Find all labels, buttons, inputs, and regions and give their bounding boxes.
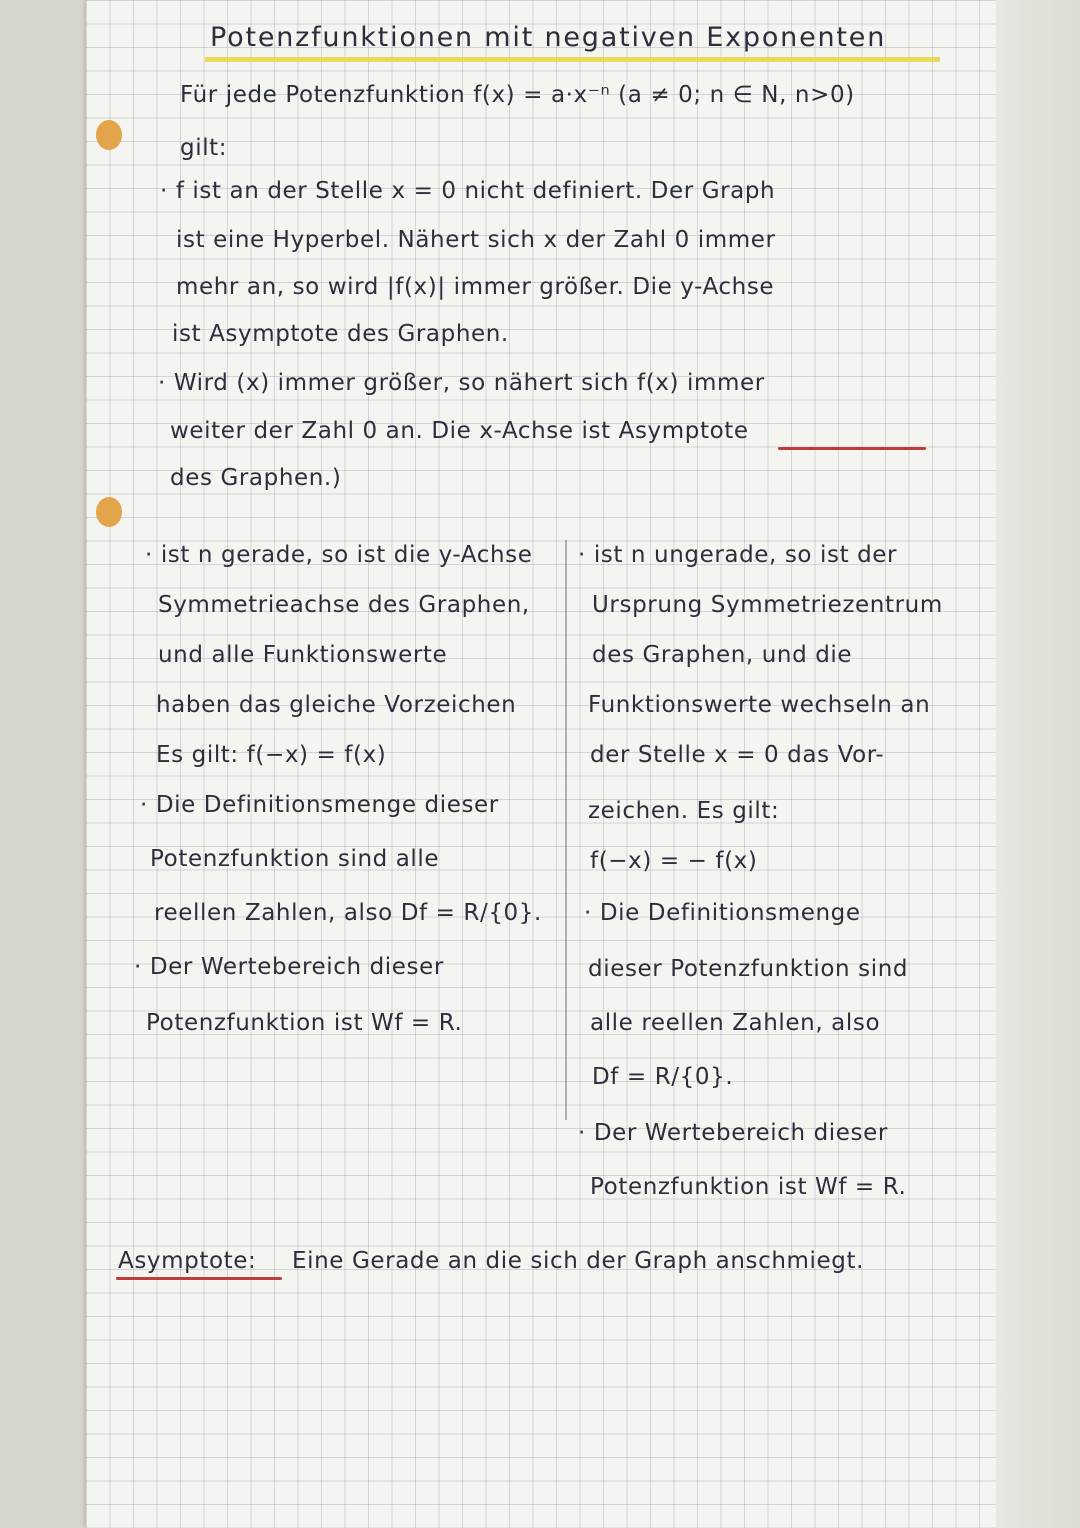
right-line-11: Df = R/{0}. <box>592 1064 734 1090</box>
footer-definition: Eine Gerade an die sich der Graph anschmiegt. <box>292 1248 865 1274</box>
intro-line-2: gilt: <box>180 135 228 161</box>
left-line-8: reellen Zahlen, also Df = R/{0}. <box>154 900 542 926</box>
punch-hole-top <box>96 120 122 150</box>
right-line-3: des Graphen, und die <box>592 642 853 668</box>
general-line-2: ist eine Hyperbel. Nähert sich x der Zahl 0 immer <box>176 227 776 253</box>
general-line-4: ist Asymptote des Graphen. <box>172 321 509 347</box>
left-line-10: Potenzfunktion ist Wf = R. <box>146 1010 463 1036</box>
page-title: Potenzfunktionen mit negativen Exponenten <box>210 22 887 53</box>
intro-line-1: Für jede Potenzfunktion f(x) = a·x⁻ⁿ (a ≠ 0; n ∈ N, n>0) <box>180 82 855 108</box>
right-line-8: · Die Definitionsmenge <box>584 900 861 926</box>
title-highlight <box>205 57 940 62</box>
right-line-13: Potenzfunktion ist Wf = R. <box>590 1174 907 1200</box>
right-line-6: zeichen. Es gilt: <box>588 798 780 824</box>
footer-term: Asymptote: <box>118 1248 257 1274</box>
left-line-9: · Der Wertebereich dieser <box>134 954 444 980</box>
page-edge <box>996 0 1080 1528</box>
right-line-2: Ursprung Symmetriezentrum <box>592 592 943 618</box>
right-line-1: · ist n ungerade, so ist der <box>578 542 898 568</box>
general-line-1: · f ist an der Stelle x = 0 nicht definiert. Der Graph <box>160 178 776 204</box>
left-line-7: Potenzfunktion sind alle <box>150 846 440 872</box>
punch-hole-bottom <box>96 497 122 527</box>
right-line-7: f(−x) = − f(x) <box>590 848 758 874</box>
right-line-5: der Stelle x = 0 das Vor- <box>590 742 885 768</box>
left-line-2: Symmetrieachse des Graphen, <box>158 592 530 618</box>
general-line-7: des Graphen.) <box>170 465 342 491</box>
column-divider <box>565 540 567 1120</box>
right-line-4: Funktionswerte wechseln an <box>588 692 931 718</box>
right-line-10: alle reellen Zahlen, also <box>590 1010 881 1036</box>
left-line-6: · Die Definitionsmenge dieser <box>140 792 499 818</box>
general-line-6: weiter der Zahl 0 an. Die x-Achse ist Asymptote <box>170 418 749 444</box>
right-line-12: · Der Wertebereich dieser <box>578 1120 888 1146</box>
footer-term-underline <box>116 1277 282 1280</box>
left-line-3: und alle Funktionswerte <box>158 642 448 668</box>
right-line-9: dieser Potenzfunktion sind <box>588 956 909 982</box>
general-line-5: · Wird (x) immer größer, so nähert sich f(x) immer <box>158 370 765 396</box>
left-line-1: · ist n gerade, so ist die y-Achse <box>145 542 533 568</box>
left-line-5: Es gilt: f(−x) = f(x) <box>156 742 387 768</box>
asymptote-underline <box>778 447 926 450</box>
left-line-4: haben das gleiche Vorzeichen <box>156 692 517 718</box>
general-line-3: mehr an, so wird |f(x)| immer größer. Die y-Achse <box>176 274 775 300</box>
